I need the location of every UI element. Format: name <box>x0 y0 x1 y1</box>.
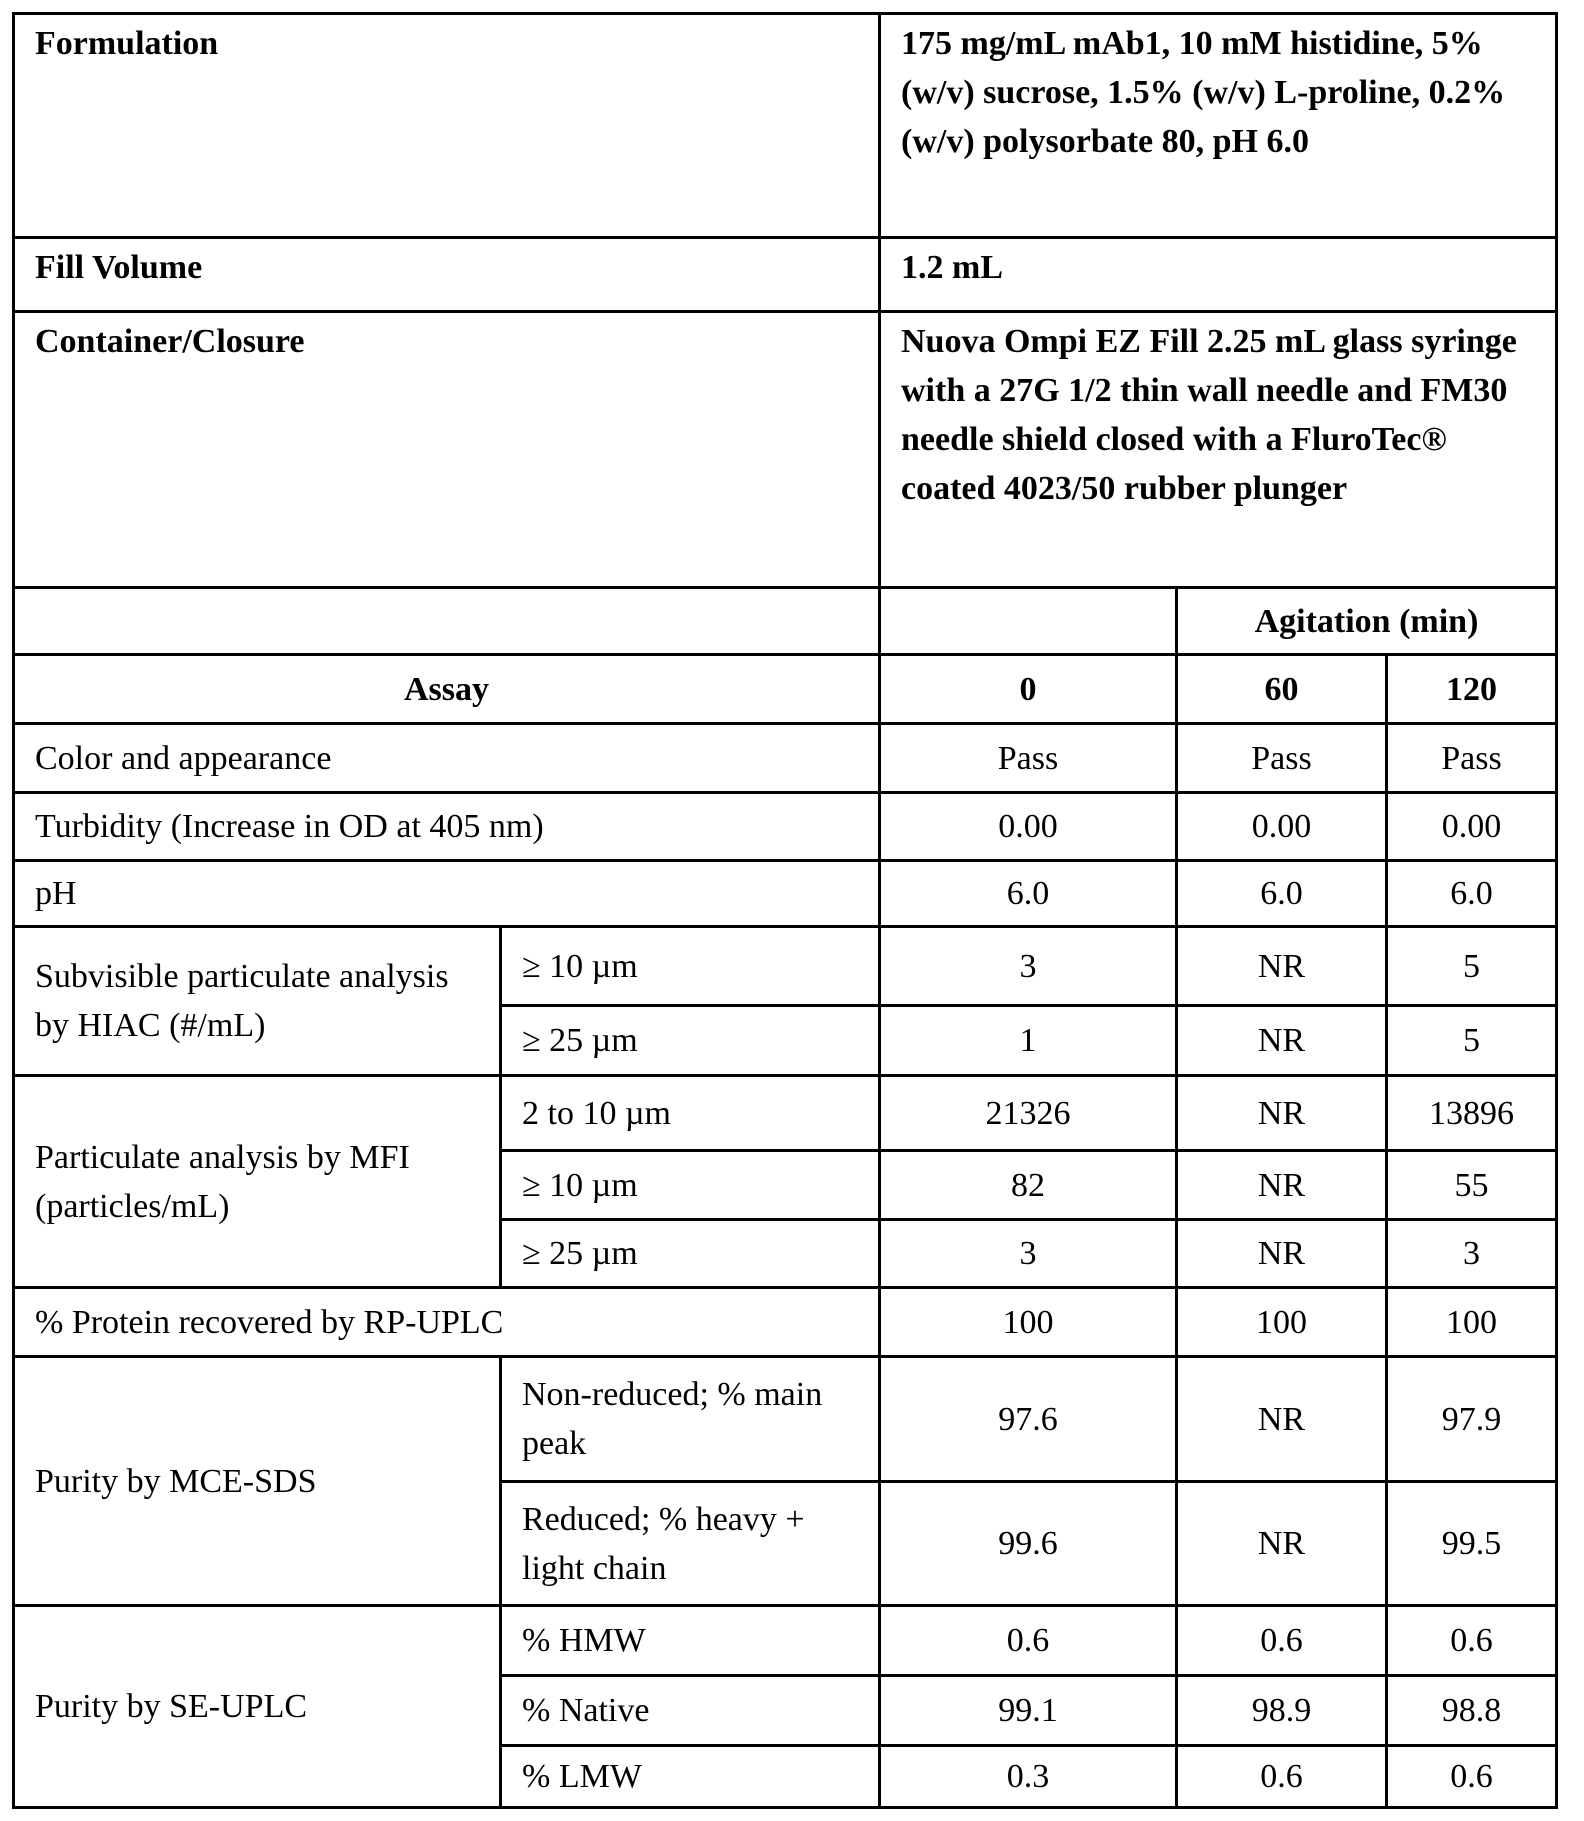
table-row <box>14 1076 1557 1151</box>
info-label: Fill Volume <box>14 238 880 312</box>
sub-label: ≥ 10 µm <box>501 1151 880 1220</box>
table-row <box>14 793 1557 861</box>
agitation-header: Agitation (min) <box>1177 588 1557 655</box>
group-header-row <box>14 588 1557 655</box>
info-value: 1.2 mL <box>880 238 1557 312</box>
cell: Pass <box>880 724 1177 793</box>
cell: 100 <box>1387 1288 1557 1357</box>
cell: 0.00 <box>880 793 1177 861</box>
cell: NR <box>1177 1357 1387 1482</box>
cell: 13896 <box>1387 1076 1557 1151</box>
time-header: 120 <box>1387 655 1557 724</box>
cell: 55 <box>1387 1151 1557 1220</box>
cell: 0.6 <box>1387 1606 1557 1676</box>
sub-label: % LMW <box>501 1746 880 1808</box>
cell: 98.9 <box>1177 1676 1387 1746</box>
cell: 6.0 <box>1387 861 1557 927</box>
cell: 99.1 <box>880 1676 1177 1746</box>
cell: 99.6 <box>880 1482 1177 1606</box>
cell: 1 <box>880 1006 1177 1076</box>
table-row <box>14 1357 1557 1482</box>
time-header: 0 <box>880 655 1177 724</box>
sub-label: % HMW <box>501 1606 880 1676</box>
cell: 0.6 <box>1387 1746 1557 1808</box>
cell: 0.6 <box>1177 1746 1387 1808</box>
cell: 97.9 <box>1387 1357 1557 1482</box>
time-header: 60 <box>1177 655 1387 724</box>
info-label: Container/Closure <box>14 312 880 588</box>
assay-label: % Protein recovered by RP-UPLC <box>14 1288 880 1357</box>
cell: 5 <box>1387 927 1557 1006</box>
sub-label: Reduced; % heavy + light chain <box>501 1482 880 1606</box>
formulation-row <box>14 14 1557 238</box>
cell: 3 <box>1387 1220 1557 1288</box>
assay-label: Color and appearance <box>14 724 880 793</box>
stability-table <box>12 12 1558 1809</box>
cell: 21326 <box>880 1076 1177 1151</box>
cell: 98.8 <box>1387 1676 1557 1746</box>
assay-label: Purity by MCE-SDS <box>14 1357 501 1606</box>
table-row <box>14 927 1557 1006</box>
cell: 6.0 <box>1177 861 1387 927</box>
assay-label: Subvisible particulate analysis by HIAC (#/mL) <box>14 927 501 1076</box>
table-row <box>14 1288 1557 1357</box>
sub-label: ≥ 25 µm <box>501 1006 880 1076</box>
cell: NR <box>1177 1006 1387 1076</box>
cell: NR <box>1177 1076 1387 1151</box>
assay-header: Assay <box>14 655 880 724</box>
cell: 3 <box>880 1220 1177 1288</box>
container-row <box>14 312 1557 588</box>
sub-label: % Native <box>501 1676 880 1746</box>
assay-label: Turbidity (Increase in OD at 405 nm) <box>14 793 880 861</box>
fill-volume-row <box>14 238 1557 312</box>
cell: 97.6 <box>880 1357 1177 1482</box>
cell: 3 <box>880 927 1177 1006</box>
cell: 0.6 <box>880 1606 1177 1676</box>
sub-label: ≥ 25 µm <box>501 1220 880 1288</box>
table-row <box>14 1606 1557 1676</box>
cell: 100 <box>1177 1288 1387 1357</box>
info-value: 175 mg/mL mAb1, 10 mM histidine, 5% (w/v) sucrose, 1.5% (w/v) L-proline, 0.2% (w/v) polysorbate 80, pH 6.0 <box>880 14 1557 238</box>
info-value: Nuova Ompi EZ Fill 2.25 mL glass syringe with a 27G 1/2 thin wall needle and FM30 needle shield closed with a FluroTec® coated 4023/50 rubber plunger <box>880 312 1557 588</box>
cell: Pass <box>1387 724 1557 793</box>
cell: 0.00 <box>1387 793 1557 861</box>
cell: NR <box>1177 1220 1387 1288</box>
cell: 5 <box>1387 1006 1557 1076</box>
table-row <box>14 861 1557 927</box>
cell: 0.3 <box>880 1746 1177 1808</box>
cell: 100 <box>880 1288 1177 1357</box>
cell: 6.0 <box>880 861 1177 927</box>
assay-label: pH <box>14 861 880 927</box>
assay-label: Particulate analysis by MFI (particles/mL) <box>14 1076 501 1288</box>
cell: NR <box>1177 1151 1387 1220</box>
cell: 82 <box>880 1151 1177 1220</box>
sub-label: ≥ 10 µm <box>501 927 880 1006</box>
cell: 0.6 <box>1177 1606 1387 1676</box>
table-row <box>14 724 1557 793</box>
sub-label: Non-reduced; % main peak <box>501 1357 880 1482</box>
sub-label: 2 to 10 µm <box>501 1076 880 1151</box>
cell: NR <box>1177 1482 1387 1606</box>
cell: NR <box>1177 927 1387 1006</box>
cell: 99.5 <box>1387 1482 1557 1606</box>
info-label: Formulation <box>14 14 880 238</box>
assay-label: Purity by SE-UPLC <box>14 1606 501 1808</box>
cell: Pass <box>1177 724 1387 793</box>
cell: 0.00 <box>1177 793 1387 861</box>
column-header-row <box>14 655 1557 724</box>
